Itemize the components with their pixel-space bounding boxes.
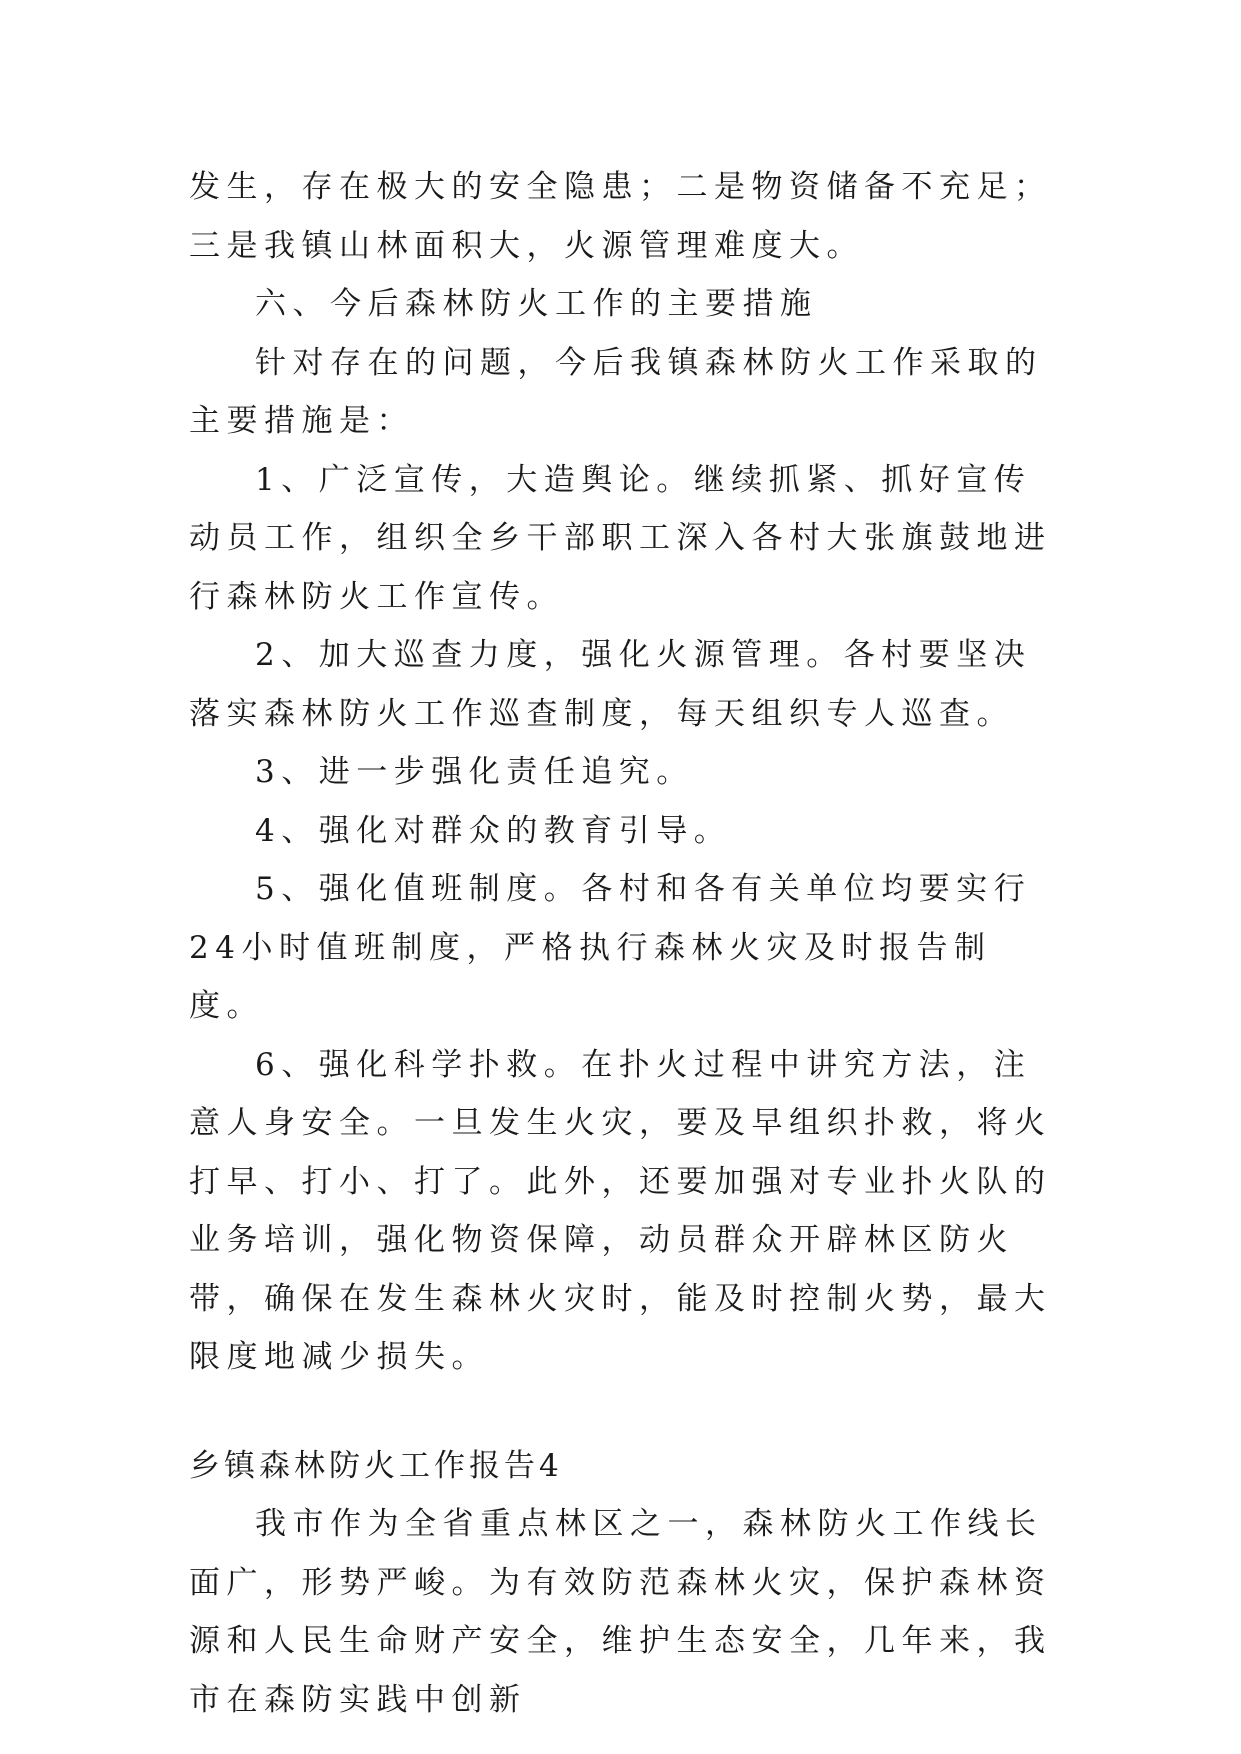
paragraph-measure-3: 3、进一步强化责任追究。	[255, 754, 694, 790]
paragraph-measures-intro: 针对存在的问题，今后我镇森林防火工作采取的主要措施是：	[189, 344, 1043, 439]
section-title: 乡镇森林防火工作报告4	[189, 1447, 563, 1484]
paragraph-measure-4: 4、强化对群众的教育引导。	[255, 812, 732, 849]
paragraph-hazard-summary: 发生，存在极大的安全隐患；二是物资储备不充足；三是我镇山林面积大，火源管理难度大。	[189, 169, 1052, 264]
paragraph-measure-2: 2、加大巡查力度，强化火源管理。各村要坚决落实森林防火工作巡查制度，每天组织专人巡查。	[189, 637, 1032, 732]
heading-measures: 六、今后森林防火工作的主要措施	[255, 286, 818, 322]
paragraph-report4-intro: 我市作为全省重点林区之一，森林防火工作线长面广，形势严峻。为有效防范森林火灾，保护森林资源和人民生命财产安全，维护生态安全，几年来，我市在森防实践中创新	[189, 1506, 1052, 1718]
paragraph-measure-5: 5、强化值班制度。各村和各有关单位均要实行24小时值班制度，严格执行森林火灾及时报告制度。	[189, 871, 1032, 1024]
paragraph-measure-6: 6、强化科学扑救。在扑火过程中讲究方法，注意人身安全。一旦发生火灾，要及早组织扑救，将火打早、打小、打了。此外，还要加强对专业扑火队的业务培训，强化物资保障，动员群众开辟林区防火带，确保在发生森林火灾时，能及时控制火势，最大限度地减少损失。	[189, 1046, 1052, 1375]
document-page	[189, 158, 1055, 1729]
paragraph-measure-1: 1、广泛宣传，大造舆论。继续抓紧、抓好宣传动员工作，组织全乡干部职工深入各村大张旗鼓地进行森林防火工作宣传。	[189, 461, 1052, 615]
